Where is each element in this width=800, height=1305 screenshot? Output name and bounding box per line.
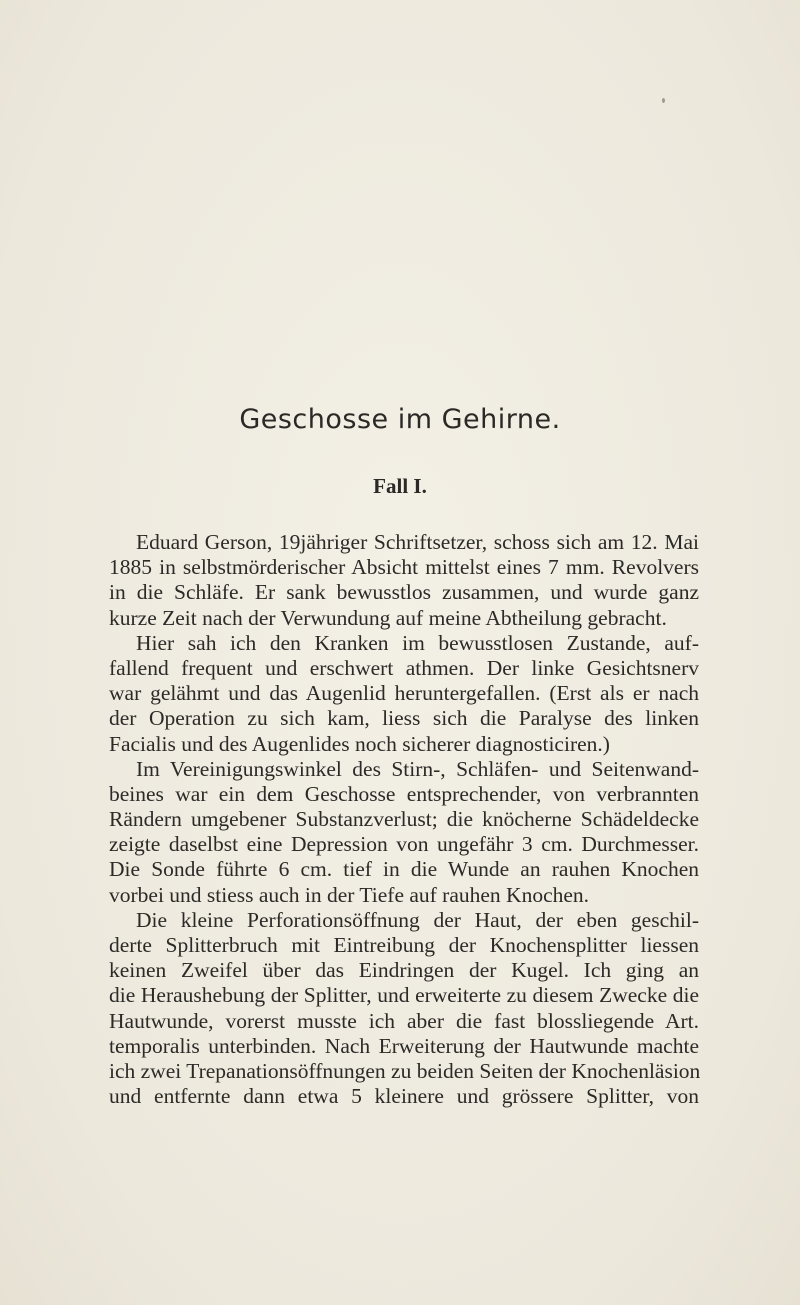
text-line: Im Vereinigungswinkel des Stirn-, Schläfen- und Seitenwand- bbox=[136, 756, 699, 781]
text-line: Die kleine Perforationsöffnung der Haut, der eben geschil- bbox=[136, 907, 699, 932]
text-line: keinen Zweifel über das Eindringen der Kugel. Ich ging an bbox=[109, 958, 699, 983]
text-line: in die Schläfe. Er sank bewusstlos zusammen, und wurde ganz bbox=[109, 580, 699, 605]
text-line: derte Splitterbruch mit Eintreibung der Knochensplitter liessen bbox=[109, 933, 699, 957]
body-text bbox=[109, 530, 699, 1109]
text-line: kurze Zeit nach der Verwundung auf meine Abtheilung gebracht. bbox=[109, 605, 667, 630]
text-line: temporalis unterbinden. Nach Erweiterung der Hautwunde machte bbox=[109, 1033, 699, 1058]
text-line: Facialis und des Augenlides noch sicherer diagnosticiren.) bbox=[109, 731, 610, 756]
text-line: Hautwunde, vorerst musste ich aber die fast blossliegende Art. bbox=[109, 1008, 699, 1033]
case-heading: Fall I. bbox=[373, 474, 427, 498]
text-line: der Operation zu sich kam, liess sich die Paralyse des linken bbox=[109, 706, 699, 731]
chapter-title: Geschosse im Gehirne. bbox=[239, 404, 561, 435]
text-line: Eduard Gerson, 19jähriger Schriftsetzer, schoss sich am 12. Mai bbox=[136, 530, 699, 554]
text-line: Die Sonde führte 6 cm. tief in die Wunde an rauhen Knochen bbox=[109, 857, 699, 882]
ink-speck bbox=[662, 98, 665, 103]
text-line: fallend frequent und erschwert athmen. Der linke Gesichtsnerv bbox=[109, 655, 699, 680]
text-line: die Heraushebung der Splitter, und erweiterte zu diesem Zwecke die bbox=[109, 983, 699, 1008]
text-line: und entfernte dann etwa 5 kleinere und grössere Splitter, von bbox=[109, 1084, 699, 1109]
text-line: ich zwei Trepanationsöffnungen zu beiden Seiten der Knochenläsion bbox=[109, 1058, 701, 1083]
text-line: Rändern umgebener Substanzverlust; die knöcherne Schädeldecke bbox=[109, 807, 699, 832]
text-line: zeigte daselbst eine Depression von ungefähr 3 cm. Durchmesser. bbox=[109, 832, 699, 857]
text-line: war gelähmt und das Augenlid heruntergefallen. (Erst als er nach bbox=[109, 681, 699, 706]
text-line: beines war ein dem Geschosse entsprechender, von verbrannten bbox=[109, 781, 699, 806]
text-line: vorbei und stiess auch in der Tiefe auf rauhen Knochen. bbox=[109, 882, 590, 907]
text-line: Hier sah ich den Kranken im bewusstlosen Zustande, auf- bbox=[136, 630, 699, 655]
text-line: 1885 in selbstmörderischer Absicht mittelst eines 7 mm. Revolvers bbox=[109, 555, 699, 580]
